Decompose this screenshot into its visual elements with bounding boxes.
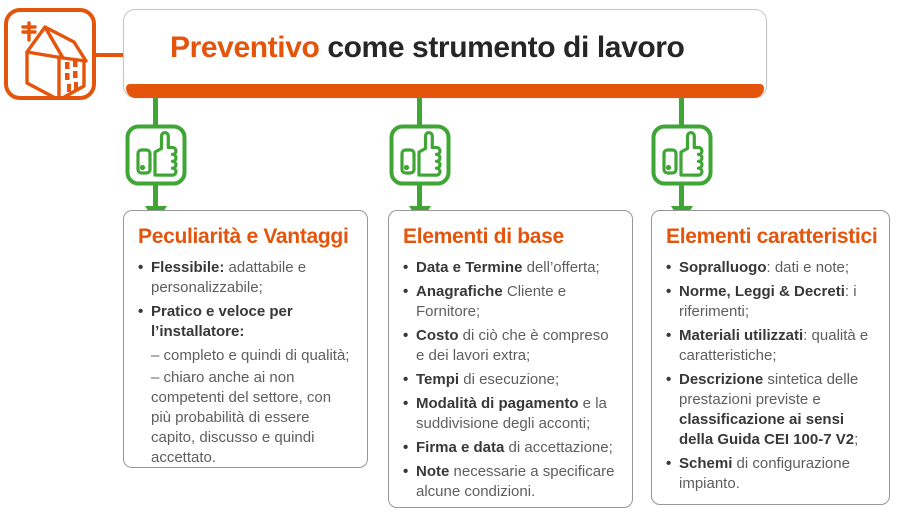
panel-heading: Peculiarità e Vantaggi — [138, 225, 349, 248]
list-item: • Data e Termine dell’offerta; — [403, 258, 620, 278]
list-item: • Costo di ciò che è compreso e dei lavori extra; — [403, 326, 620, 366]
connector-stem — [153, 97, 158, 125]
list-subitem: – completo e quindi di qualità; — [151, 347, 350, 364]
house-windows — [65, 60, 78, 92]
thumbs-up-icon — [125, 124, 187, 186]
panel-heading: Elementi di base — [403, 225, 564, 248]
list-item: • Note necessarie a specificare alcune condizioni. — [403, 462, 620, 502]
list-item: • Anagrafiche Cliente e Fornitore; — [403, 282, 620, 322]
house-badge — [4, 8, 96, 100]
list-item: • Materiali utilizzati: qualità e caratteristiche; — [666, 326, 877, 366]
list-item: • Schemi di configurazione impianto. — [666, 454, 877, 494]
panel-heading: Elementi caratteristici — [666, 225, 878, 248]
list-item: • Firma e data di accettazione; — [403, 438, 620, 458]
list-item: • Sopralluogo: dati e note; — [666, 258, 877, 278]
connector-stem — [417, 185, 422, 208]
house-title-connector — [96, 53, 125, 57]
title-highlight: Preventivo — [170, 31, 320, 64]
page-title — [170, 31, 684, 65]
panel-peculiarita-vantaggi — [123, 210, 368, 468]
list-item: • Flessibile: adattabile e personalizzabile; — [138, 258, 355, 298]
list-item: • Modalità di pagamento e la suddivisione degli acconti; — [403, 394, 620, 434]
panel-elementi-di-base — [388, 210, 633, 508]
list-subitem: – chiaro anche ai non competenti del settore, con più probabilità di essere capito, discusso e quindi accettato. — [151, 369, 332, 466]
thumbs-up-icon — [651, 124, 713, 186]
list-item: • Pratico e veloce per l’installatore: — [138, 302, 355, 342]
connector-stem — [417, 97, 422, 125]
connector-stem — [679, 185, 684, 208]
list-item: • Tempi di esecuzione; — [403, 370, 620, 390]
connector-stem — [153, 185, 158, 208]
title-rest: come strumento di lavoro — [319, 31, 685, 64]
title-accent-bar — [126, 84, 764, 98]
panel-elementi-caratteristici — [651, 210, 890, 505]
house-icon — [10, 14, 94, 98]
list-item: • Norme, Leggi & Decreti: i riferimenti; — [666, 282, 877, 322]
thumbs-up-icon — [389, 124, 451, 186]
list-item: • Descrizione sintetica delle prestazioni previste e classificazione ai sensi della Guida CEI 100-7 V2; — [666, 370, 877, 450]
connector-stem — [679, 97, 684, 125]
